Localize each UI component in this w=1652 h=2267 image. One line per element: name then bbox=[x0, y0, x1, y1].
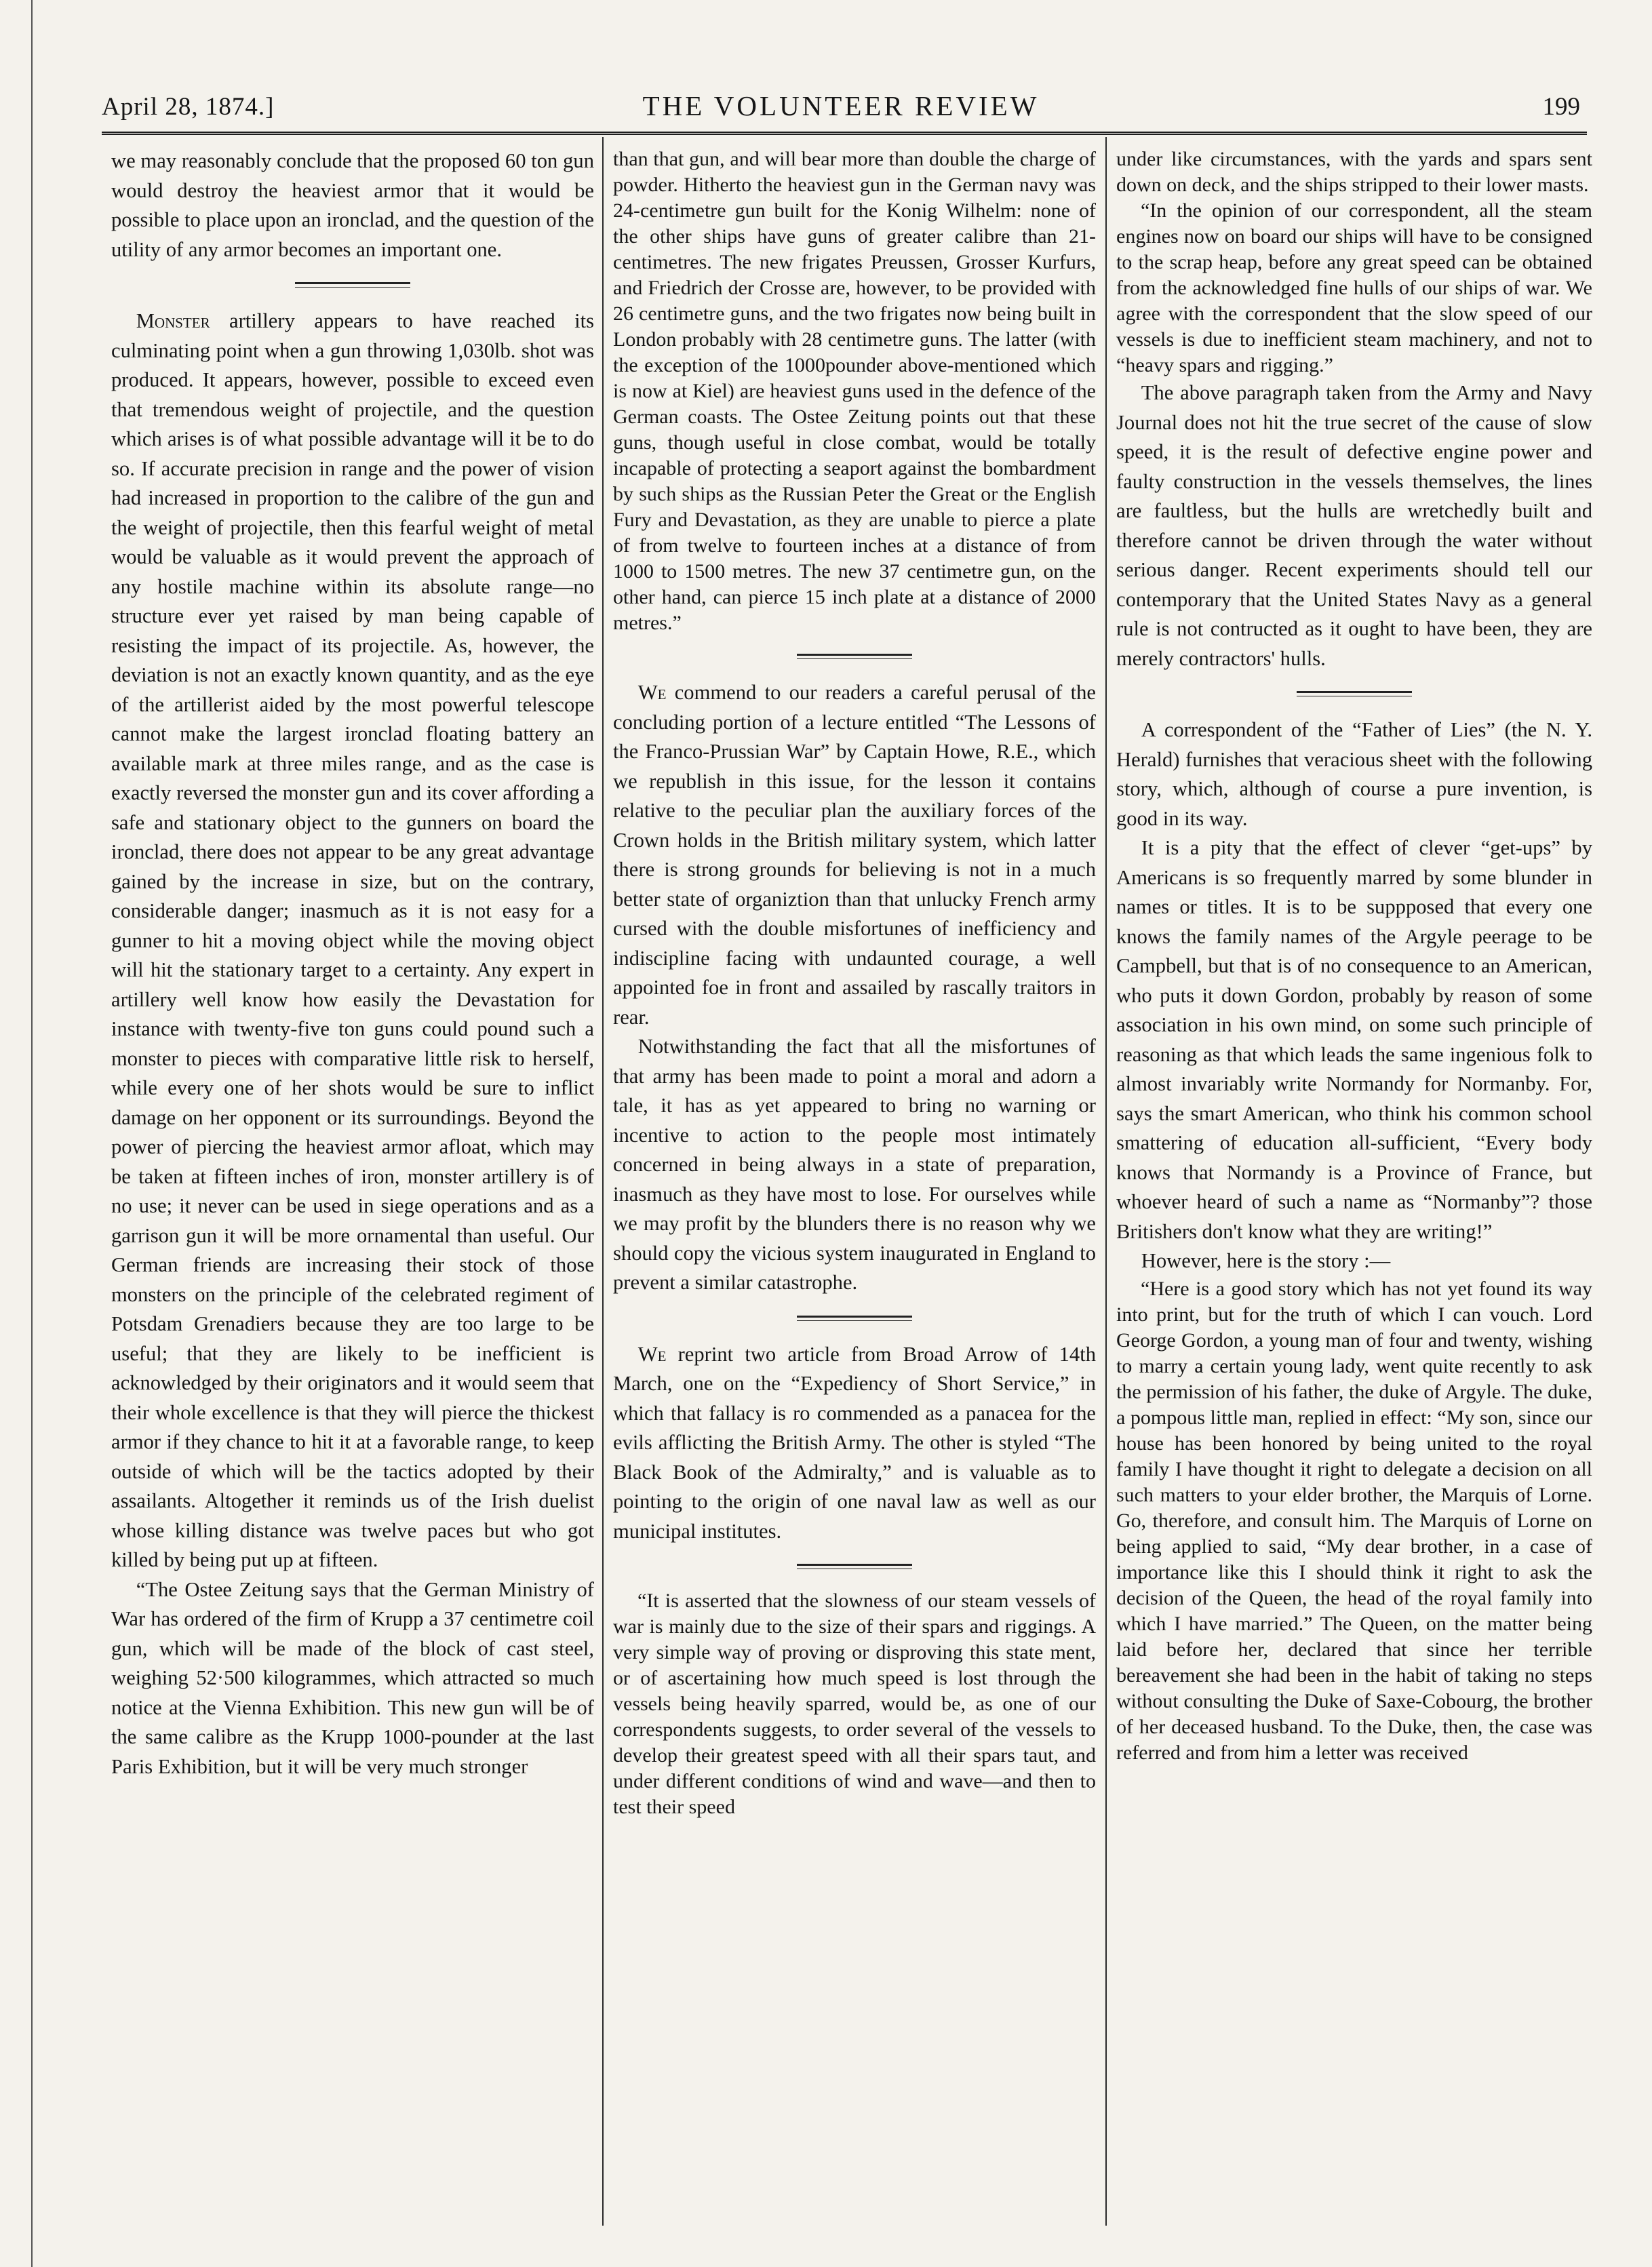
article-paragraph bbox=[613, 1340, 1096, 1547]
paragraph-text: reprint two article from Broad Arrow of 14th March, one on the “Expediency of Short Service,” in which that fallacy is ro commended as a panacea for the evils afflicting the British Army. The other is styled “The Black Book of the Admiralty,” and is valuable as to pointing to the origin of one naval law as well as our municipal institutes. bbox=[613, 1342, 1096, 1543]
article-paragraph: under like circumstances, with the yards and spars sent down on deck, and the ships stripped to their lower masts. bbox=[1116, 148, 1592, 196]
page-number: 199 bbox=[1542, 93, 1580, 121]
lead-word: Monster bbox=[136, 309, 210, 332]
article-paragraph: “It is asserted that the slowness of our steam vessels of war is mainly due to the size of their spars and riggings. A very simple way of proving or disproving this state ment, or of ascertaining how much speed is lost through the vessels being heavily sparred, would be, as one of our correspondents suggests, to order several of the vessels to develop their greatest speed with all their spars taut, and under different conditions of wind and wave—and then to test their speed bbox=[613, 1590, 1096, 1818]
paragraph-text: commend to our readers a careful perusal of the concluding portion of a lecture entitled “The Lessons of the Franco-Prussian War” by Captain Howe, R.E., which we republish in this issue, for the lesson it contains relative to the peculiar plan the auxiliary forces of the Crown holds in the British military system, which latter there is strong grounds for believing is not in a much better state of organiztion than that unlucky French army cursed with the double misfortunes of inefficiency and indiscipline facing with undaunted courage, a well appointed foe in front and assailed by rascally traitors in rear. bbox=[613, 681, 1096, 1029]
article-paragraph bbox=[111, 307, 594, 1575]
article-separator bbox=[797, 1564, 912, 1569]
column-2 bbox=[613, 146, 1096, 2222]
article-paragraph: However, here is the story :— bbox=[1141, 1249, 1391, 1272]
article-separator bbox=[295, 282, 410, 288]
column-rule-2 bbox=[1105, 137, 1107, 2226]
lead-word: We bbox=[637, 681, 667, 704]
article-paragraph: It is a pity that the effect of clever “get-ups” by Americans is so frequently marred by some blunder in names or titles. It is to be suppposed that every one knows the family names of the Argyle peerage to be Campbell, but that is of no consequence to an American, who puts it down Gordon, probably by reason of some association in his own mind, on some such principle of reasoning as that which leads the same ingenious folk to almost invariably write Normandy for Normanby. For, says the smart American, who think his common school smattering of education all-sufficient, “Every body knows that Normandy is a Province of France, but whoever heard of such a name as “Normanby”? those Britishers don't know what they are writing!” bbox=[1116, 836, 1592, 1243]
article-paragraph: “The Ostee Zeitung says that the German Ministry of War has ordered of the firm of Krupp a 37 centimetre coil gun, which will be made of the block of cast steel, weighing 52·500 kilogrammes, which attracted so much notice at the Vienna Exhibition. This new gun will be of the same calibre as the Krupp 1000-pounder at the last Paris Exhibition, but it will be very much stronger bbox=[111, 1577, 594, 1778]
article-paragraph: Notwithstanding the fact that all the misfortunes of that army has been made to point a moral and adorn a tale, it has as yet appeared to bring no warning or incentive to action to the people most intimately concerned in being always in a state of preparation, inasmuch as they have most to lose. For ourselves while we may profit by the blunders there is no reason why we should copy the vicious system inaugurated in England to prevent a similar catastrophe. bbox=[613, 1035, 1096, 1294]
column-1 bbox=[111, 146, 594, 2222]
article-paragraph: A correspondent of the “Father of Lies” (the N. Y. Herald) furnishes that veracious sheet with the following story, which, although of course a pure invention, is good in its way. bbox=[1116, 718, 1592, 830]
article-paragraph bbox=[613, 678, 1096, 1032]
article-separator bbox=[797, 654, 912, 659]
lead-word: We bbox=[637, 1342, 667, 1366]
article-paragraph: “In the opinion of our correspondent, all the steam engines now on board our ships will have to be consigned to the scrap heap, before any great speed can be obtained from the acknowledged fine hulls of our ships of war. We agree with the correspondent that the slow speed of our vessels is due to inefficient steam machinery, and not to “heavy spars and rigging.” bbox=[1116, 199, 1592, 376]
header-rule bbox=[102, 132, 1587, 135]
column-rule-1 bbox=[602, 137, 604, 2226]
article-paragraph: “Here is a good story which has not yet found its way into print, but for the truth of which I can vouch. Lord George Gordon, a young man of four and twenty, wishing to marry a certain young lady, went quite recently to ask the permission of his father, the duke of Argyle. The duke, a pompous little man, replied in effect: “My son, since our house has been honored by being united to the royal family I have thought it right to delegate a decision on all such matters to your elder brother, the Marquis of Lorne. Go, therefore, and consult him. The Marquis of Lorne on being applied to said, “My dear brother, in a case of importance like this I should think it right to ask the decision of the Queen, the head of the royal family into which I have married.” The Queen, on the matter being laid before her, declared that since her terrible bereavement she had been in the habit of taking no steps without consulting the Duke of Saxe-Cobourg, the brother of her deceased husband. To the Duke, then, the case was referred and from him a letter was received bbox=[1116, 1277, 1592, 1764]
issue-date: April 28, 1874.] bbox=[102, 93, 275, 121]
page-edge-line bbox=[31, 0, 33, 2267]
article-paragraph: than that gun, and will bear more than double the charge of powder. Hitherto the heaviest gun in the German navy was 24-centimetre gun built for the Konig Wilhelm: none of the other ships have guns of greater calibre than 21-centimetres. The new frigates Preussen, Grosser Kurfurs, and Friedrich der Crosse are, however, to be provided with 26 centimetre guns, and the two frigates now being built in London probably with 28 centimetre guns. The latter (with the exception of the 1000pounder above-mentioned which is now at Kiel) are heaviest guns used in the defence of the German coasts. The Ostee Zeitung points out that these guns, though useful in close combat, would be totally incapable of protecting a seaport against the bombardment by such ships as the Russian Peter the Great or the English Fury and Devastation, as they are unable to pierce a plate of from twelve to fourteen inches at a distance of from 1000 to 1500 metres. The new 37 centimetre gun, on the other hand, can pierce 15 inch plate at a distance of 2000 metres.” bbox=[613, 148, 1096, 634]
publication-title: THE VOLUNTEER REVIEW bbox=[642, 90, 1040, 121]
article-paragraph: we may reasonably conclude that the proposed 60 ton gun would destroy the heaviest armor that it would be possible to place upon an ironclad, and the question of the utility of any armor becomes an important one. bbox=[111, 149, 594, 261]
column-3 bbox=[1116, 146, 1592, 2222]
article-separator bbox=[1297, 691, 1412, 696]
article-separator bbox=[797, 1316, 912, 1321]
article-paragraph: The above paragraph taken from the Army and Navy Journal does not hit the true secret of the cause of slow speed, it is the result of defective engine power and faulty construction in the vessels themselves, the lines are faultless, but the hulls are wretchedly built and therefore cannot be driven through the water without serious danger. Recent experiments should tell our contemporary that the United States Navy as a general rule is not contructed as it ought to have been, they are merely contractors' hulls. bbox=[1116, 381, 1592, 670]
paragraph-text: artillery appears to have reached its culminating point when a gun throwing 1,030lb. shot was produced. It appears, however, possible to exceed even that tremendous weight of projectile, and the question which arises is of what possible advantage will it be to do so. If accurate precision in range and the power of vision had increased in proportion to the calibre of the gun and the weight of projectile, then this fearful weight of metal would be valuable as it would prevent the approach of any hostile machine within its absolute range—no structure ever yet raised by man being capable of resisting the impact of its projectile. As, however, the deviation is not an exactly known quantity, and as the eye of the artillerist aided by the most powerful telescope cannot make the largest ironclad floating battery an available mark at three miles range, and as the case is exactly reversed the monster gun and its cover affording a safe and stationary object to the gunners on board the ironclad, there does not appear to be any great advantage gained by the increase in size, but on the contrary, considerable danger; inasmuch as it is not easy for a gunner to hit a moving object while the moving object will hit the stationary target to a certainty. Any expert in artillery well know how easily the Devastation for instance with twenty-five ton guns could pound such a monster to pieces with comparative little risk to herself, while every one of her shots would be sure to inflict damage on her opponent or its surroundings. Beyond the power of piercing the heaviest armor afloat, which may be taken at fifteen inches of iron, monster artillery is of no use; it never can be used in siege operations and as a garrison gun it will be more ornamental than useful. Our German friends are increasing their stock of those monsters on the principle of the celebrated regiment of Potsdam Grenadiers because they are too large to be useful; that they are likely to be inefficient is acknowledged by their originators and it would seem that their whole excellence is that they will pierce the thickest armor if they chance to hit it at a favorable range, to keep outside of which will be the tactics adopted by their assailants. Altogether it reminds us of the Irish duelist whose killing distance was twelve paces but who got killed by being put up at fifteen. bbox=[111, 309, 594, 1571]
page-header bbox=[102, 80, 1580, 129]
